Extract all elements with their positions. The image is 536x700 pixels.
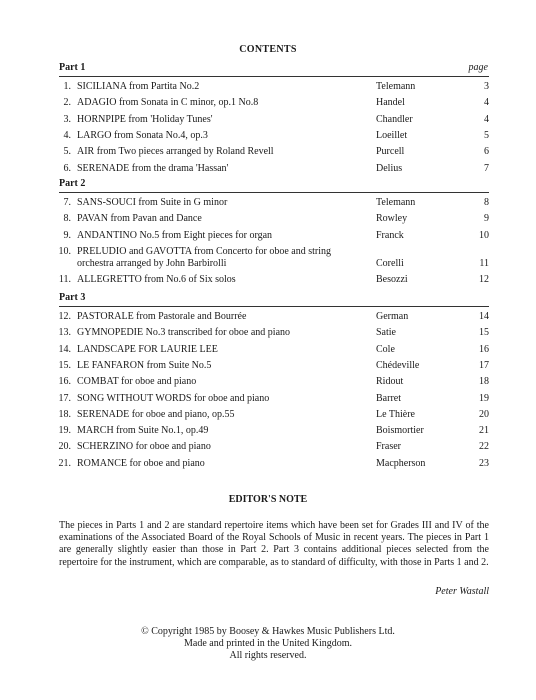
- entry-title-line: ANDANTINO No.5 from Eight pieces for organ: [77, 229, 273, 241]
- editor-note-text: The pieces in Parts 1 and 2 are standard repertoire items which have been set for Grades III and IV of the examinations of the Associated Board of the Royal Schools of Music in recent years. The pieces in Part 1 are generally slightly easier than those in Part 2. Part 3 contains additional pieces selected from the repertoire for the instrument, which are comparable, as to standard of difficulty, with those in Parts 1 and 2.: [59, 520, 489, 568]
- entry-page-number: 8: [484, 197, 489, 208]
- entry-composer: Chédeville: [376, 359, 420, 371]
- entry-number: 17.: [58, 392, 71, 404]
- entry-number: 11.: [58, 274, 71, 286]
- contents-entry: [52, 311, 489, 323]
- entry-composer: Besozzi: [376, 274, 408, 286]
- entry-composer: Ridout: [376, 376, 404, 388]
- entry-title-line: orchestra arranged by John Barbirolli: [77, 257, 227, 269]
- entry-page-number: 17: [479, 359, 489, 371]
- editor-signature: Peter Wastall: [435, 586, 489, 597]
- entry-number: 2.: [63, 97, 71, 109]
- entry-composer: Telemann: [376, 197, 416, 208]
- part-heading: Part 3: [59, 292, 86, 303]
- entry-page-number: 21: [479, 425, 489, 437]
- entry-title-line: ROMANCE for oboe and piano: [77, 457, 205, 469]
- copyright-line: © Copyright 1985 by Boosey & Hawkes Music Publishers Ltd.: [141, 626, 395, 637]
- entry-number: 12.: [58, 311, 71, 322]
- entry-title: [77, 197, 377, 209]
- entry-title-line: SICILIANA from Partita No.2: [77, 81, 200, 92]
- contents-entry: [52, 213, 489, 225]
- entry-title-line: LE FANFARON from Suite No.5: [77, 359, 212, 371]
- part-heading: Part 2: [59, 178, 86, 189]
- contents-entry: [52, 360, 489, 372]
- copyright-line: Made and printed in the United Kingdom.: [183, 638, 353, 650]
- contents-entry: [52, 327, 489, 339]
- contents-entry: [52, 425, 489, 437]
- entry-composer: Cole: [376, 343, 395, 355]
- part-divider: [59, 76, 489, 77]
- contents-entry: [52, 197, 489, 209]
- entry-page-number: 6: [484, 146, 489, 158]
- entry-number: 7.: [63, 197, 71, 208]
- entry-title-line: GYMNOPEDIE No.3 transcribed for oboe and piano: [77, 327, 291, 339]
- contents-entry: [52, 376, 489, 388]
- entry-title-line: PASTORALE from Pastorale and Bourrée: [77, 311, 247, 322]
- entry-page-number: 10: [479, 229, 489, 241]
- entry-composer: Fraser: [376, 441, 401, 453]
- contents-entry: [52, 274, 489, 286]
- entry-title: [77, 163, 377, 175]
- entry-title: [77, 393, 377, 405]
- copyright-block: [0, 626, 536, 663]
- entry-composer: Handel: [376, 97, 405, 109]
- part-divider: [59, 306, 489, 307]
- entry-title: [77, 360, 377, 372]
- contents-entry: [52, 230, 489, 242]
- entry-number: 21.: [58, 457, 71, 469]
- entry-number: 13.: [58, 327, 71, 339]
- entry-number: 15.: [58, 359, 71, 371]
- entry-number: 4.: [63, 129, 71, 141]
- entry-title-line: ALLEGRETTO from No.6 of Six solos: [77, 274, 236, 286]
- entry-title: [77, 344, 377, 356]
- entry-number: 9.: [63, 229, 71, 241]
- contents-entry: [52, 441, 489, 453]
- entry-title: [77, 246, 377, 270]
- page-column-label: page: [468, 62, 488, 73]
- entry-composer: Telemann: [376, 81, 416, 92]
- entry-title: [77, 130, 377, 142]
- entry-title-line: HORNPIPE from 'Holiday Tunes': [77, 113, 213, 125]
- entry-number: 8.: [63, 213, 71, 225]
- entry-number: 20.: [58, 441, 71, 453]
- entry-page-number: 20: [479, 408, 489, 420]
- entry-title-line: SERENADE from the drama 'Hassan': [77, 162, 229, 174]
- entry-page-number: 5: [484, 129, 489, 141]
- entry-page-number: 16: [479, 343, 489, 355]
- entry-title: [77, 114, 377, 126]
- entry-title: [77, 146, 377, 158]
- entry-title: [77, 409, 377, 421]
- entry-number: 18.: [58, 408, 71, 420]
- entry-title-line: SERENADE for oboe and piano, op.55: [77, 408, 235, 420]
- entry-number: 10.: [58, 245, 71, 257]
- entry-page-number: 15: [479, 327, 489, 339]
- entry-page-number: 23: [479, 457, 489, 469]
- contents-entry: [52, 344, 489, 356]
- contents-entry: [52, 393, 489, 405]
- entry-composer: German: [376, 311, 409, 322]
- entry-title-line: ADAGIO from Sonata in C minor, op.1 No.8: [77, 97, 259, 109]
- entry-page-number: 7: [484, 162, 489, 174]
- entry-page-number: 3: [484, 81, 489, 92]
- entry-title: [77, 213, 377, 225]
- entry-composer: Delius: [376, 162, 403, 174]
- entry-title-line: PAVAN from Pavan and Dance: [77, 213, 202, 225]
- entry-number: 14.: [58, 343, 71, 355]
- entry-title: [77, 230, 377, 242]
- entry-composer: Corelli: [376, 257, 404, 269]
- entry-number: 5.: [63, 146, 71, 158]
- part-divider: [59, 192, 489, 193]
- entry-number: 6.: [63, 162, 71, 174]
- contents-entry: [52, 97, 489, 109]
- entry-page-number: 14: [479, 311, 489, 322]
- contents-entry: [52, 246, 489, 270]
- entry-composer: Franck: [376, 229, 404, 241]
- contents-entry: [52, 114, 489, 126]
- entry-page-number: 4: [484, 113, 489, 125]
- entry-title-line: PRELUDIO and GAVOTTA from Concerto for oboe and string: [77, 245, 331, 257]
- contents-entry: [52, 163, 489, 175]
- entry-composer: Satie: [376, 327, 396, 339]
- entry-title: [77, 425, 377, 437]
- entry-title-line: COMBAT for oboe and piano: [77, 376, 197, 388]
- entry-title: [77, 441, 377, 453]
- entry-title: [77, 81, 377, 93]
- entry-composer: Boismortier: [376, 425, 424, 437]
- entry-page-number: 12: [479, 274, 489, 286]
- entry-number: 1.: [63, 81, 71, 92]
- copyright-line: All rights reserved.: [229, 650, 307, 662]
- entry-number: 16.: [58, 376, 71, 388]
- contents-title: CONTENTS: [239, 44, 297, 55]
- contents-entry: [52, 409, 489, 421]
- entry-composer: Chandler: [376, 113, 413, 125]
- entry-title: [77, 376, 377, 388]
- contents-entry: [52, 458, 489, 470]
- contents-entry: [52, 146, 489, 158]
- contents-entry: [52, 81, 489, 93]
- editor-note-title: EDITOR'S NOTE: [228, 494, 308, 505]
- entry-composer: Purcell: [376, 146, 405, 158]
- entry-composer: Macpherson: [376, 457, 426, 469]
- entry-page-number: 4: [484, 97, 489, 109]
- entry-title-line: MARCH from Suite No.1, op.49: [77, 425, 209, 437]
- entry-number: 3.: [63, 113, 71, 125]
- entry-title-line: SCHERZINO for oboe and piano: [77, 441, 211, 453]
- entry-title: [77, 274, 377, 286]
- entry-title: [77, 458, 377, 470]
- entry-page-number: 11: [479, 257, 489, 269]
- entry-title: [77, 311, 377, 323]
- entry-title: [77, 327, 377, 339]
- entry-number: 19.: [58, 425, 71, 437]
- entry-title-line: SANS-SOUCI from Suite in G minor: [77, 197, 228, 208]
- entry-title: [77, 97, 377, 109]
- contents-entry: [52, 130, 489, 142]
- entry-composer: Loeillet: [376, 129, 408, 141]
- entry-page-number: 9: [484, 213, 489, 225]
- entry-title-line: SONG WITHOUT WORDS for oboe and piano: [77, 392, 270, 404]
- entry-composer: Rowley: [376, 213, 408, 225]
- entry-title-line: LANDSCAPE FOR LAURIE LEE: [77, 343, 218, 355]
- entry-page-number: 18: [479, 376, 489, 388]
- entry-title-line: LARGO from Sonata No.4, op.3: [77, 129, 208, 141]
- entry-page-number: 22: [479, 441, 489, 453]
- entry-page-number: 19: [479, 392, 489, 404]
- part-heading: Part 1: [59, 62, 86, 73]
- entry-composer: Barret: [376, 392, 401, 404]
- entry-title-line: AIR from Two pieces arranged by Roland Revell: [77, 146, 274, 158]
- entry-composer: Le Thière: [376, 408, 415, 420]
